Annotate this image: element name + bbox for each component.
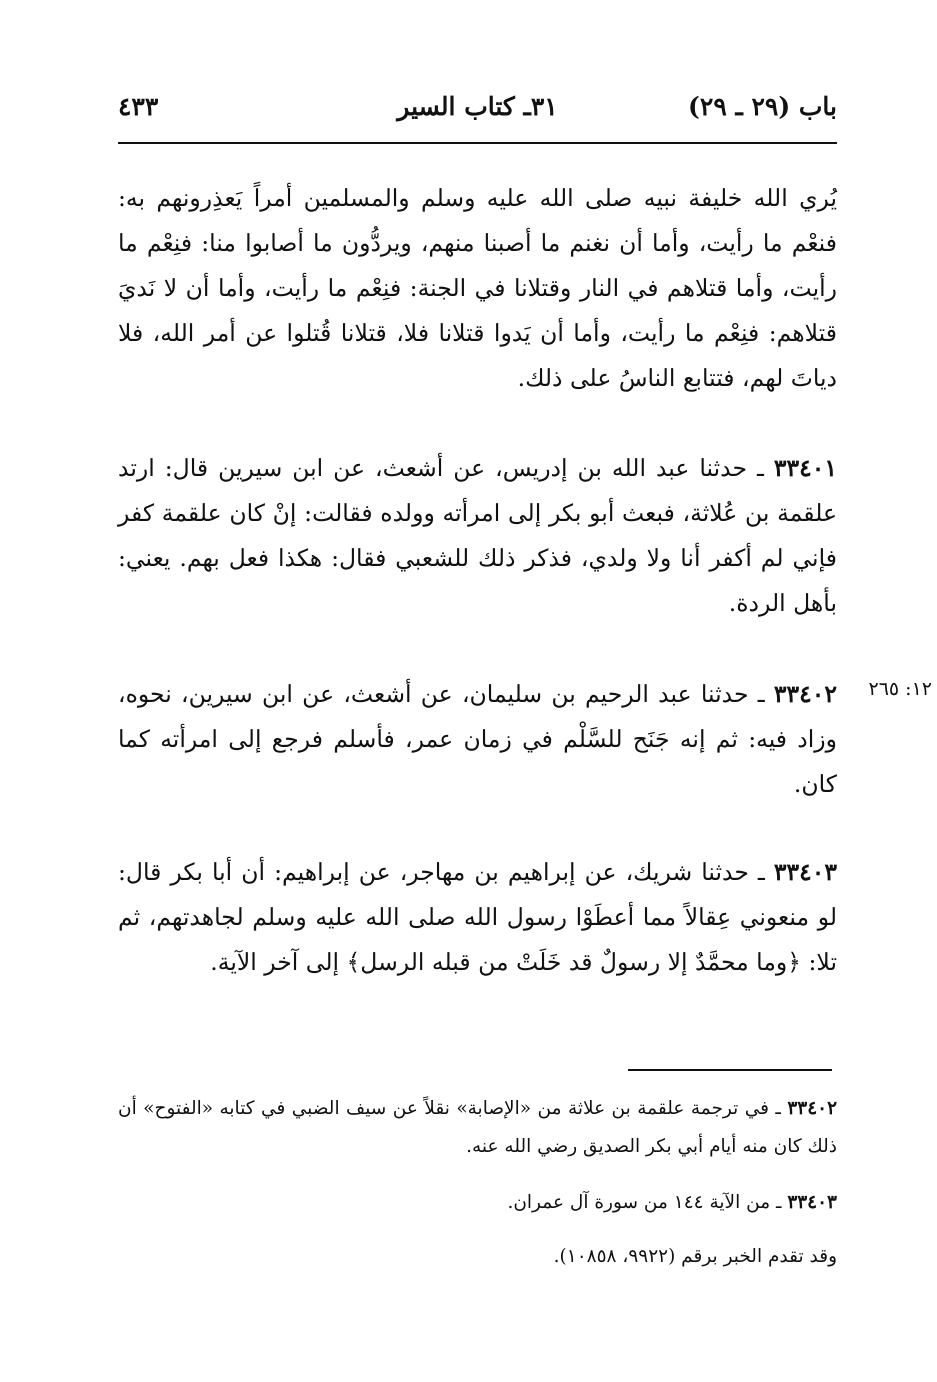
- hadith-text: ـ حدثنا عبد الرحيم بن سليمان، عن أشعث، عن ابن سيرين، نحوه، وزاد فيه: ثم إنه جَنَح للسَّلْم في زمان عمر، فأسلم فرجع إلى امرأته كما كان.: [118, 680, 837, 798]
- footnote-33402: [118, 1090, 837, 1166]
- footnote-number: ٣٣٤٠٣: [787, 1192, 837, 1213]
- footnote-number: ٣٣٤٠٢: [787, 1098, 838, 1119]
- header-divider: [118, 142, 837, 144]
- hadith-33401: [118, 446, 837, 626]
- continued-paragraph: [118, 176, 837, 401]
- footnote-text: ـ من الآية ١٤٤ من سورة آل عمران.: [507, 1192, 782, 1213]
- hadith-33402: [118, 672, 837, 807]
- page-header: [118, 92, 837, 136]
- header-section-label: باب (٢٩ ـ ٢٩): [688, 92, 837, 121]
- footnote-text: وقد تقدم الخبر برقم (٩٩٢٢، ١٠٨٥٨).: [553, 1246, 837, 1267]
- hadith-text: ـ حدثنا شريك، عن إبراهيم بن مهاجر، عن إبراهيم: أن أبا بكر قال: لو منعوني عِقالاً مما أعطَوْا رسول الله صلى الله عليه وسلم لجاهدتهم، ثم تلا: ﴿وما محمَّدٌ إلا رسولٌ قد خَلَتْ من قبله الرسل﴾ إلى آخر الآية.: [118, 858, 837, 976]
- header-book-title: ٣١ـ كتاب السير: [397, 92, 558, 121]
- footnote-cross-reference: [118, 1238, 837, 1276]
- hadith-33403: [118, 850, 837, 985]
- header-page-number: ٤٣٣: [118, 92, 159, 121]
- hadith-number: ٣٣٤٠٣: [773, 858, 837, 886]
- paragraph-text: يُري الله خليفة نبيه صلى الله عليه وسلم والمسلمين أمراً يَعذِرونهم به: فنعْم ما رأيت، وأما أن نغنم ما أصبنا منهم، ويردُّون ما أصابوا منا: فنِعْم ما رأيت، وأما قتلاهم في النار وقتلانا في الجنة: فنِعْم ما رأيت، وأما أن لا نَديَ قتلاهم: فنِعْم ما رأيت، وأما أن يَدوا قتلانا فلا، قتلانا قُتلوا عن أمر الله، فلا دياتَ لهم، فتتابع الناسُ على ذلك.: [118, 184, 837, 392]
- hadith-number: ٣٣٤٠١: [773, 454, 837, 482]
- footnote-divider: [628, 1069, 832, 1071]
- footnote-text: ـ في ترجمة علقمة بن علاثة من «الإصابة» نقلاً عن سيف الضبي في كتابه «الفتوح» أن ذلك كان منه أيام أبي بكر الصديق رضي الله عنه.: [118, 1098, 837, 1157]
- footnote-33403: [118, 1184, 837, 1222]
- hadith-number: ٣٣٤٠٢: [773, 680, 837, 708]
- hadith-text: ـ حدثنا عبد الله بن إدريس، عن أشعث، عن ابن سيرين قال: ارتد علقمة بن عُلاثة، فبعث أبو بكر إلى امرأته وولده فقالت: إنْ كان علقمة كفر فإني لم أكفر أنا ولا ولدي، فذكر ذلك للشعبي فقال: هكذا فعل بهم. يعني: بأهل الردة.: [118, 454, 837, 617]
- margin-reference: ١٢: ٢٦٥: [868, 678, 932, 700]
